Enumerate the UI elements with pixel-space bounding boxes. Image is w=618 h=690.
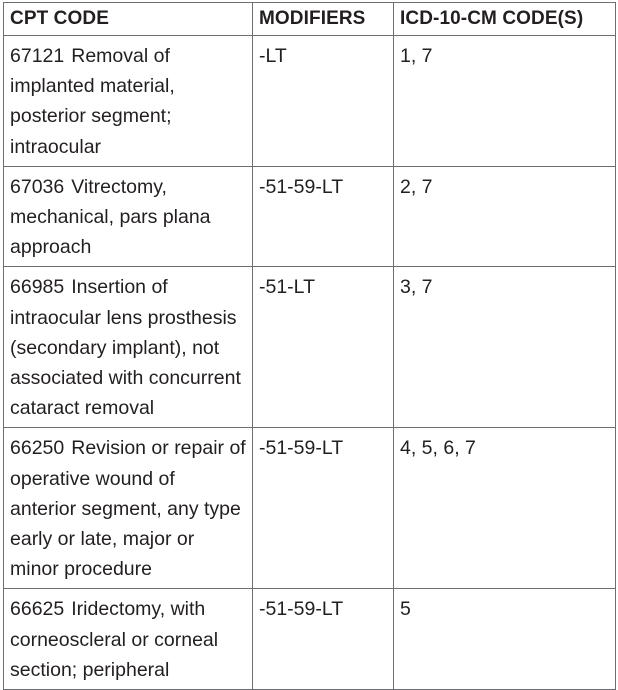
cpt-cell <box>4 428 253 589</box>
table-row <box>4 589 616 690</box>
cpt-cell <box>4 267 253 428</box>
table-row <box>4 267 616 428</box>
modifiers-cell: -LT <box>253 36 394 167</box>
modifiers-cell: -51-59-LT <box>253 589 394 690</box>
icd-cell: 4, 5, 6, 7 <box>394 428 616 589</box>
icd-cell: 2, 7 <box>394 166 616 267</box>
header-icd-codes: ICD-10-CM CODE(S) <box>394 3 616 36</box>
modifiers-cell: -51-59-LT <box>253 428 394 589</box>
cpt-cell <box>4 589 253 690</box>
modifiers-cell: -51-LT <box>253 267 394 428</box>
cpt-code: 66625 <box>10 598 65 621</box>
icd-cell: 3, 7 <box>394 267 616 428</box>
cpt-code: 67121 <box>10 45 65 67</box>
modifiers-cell: -51-59-LT <box>253 166 394 267</box>
table-row <box>4 428 616 589</box>
header-row <box>4 3 616 36</box>
icd-cell: 1, 7 <box>394 36 616 167</box>
cpt-cell <box>4 166 253 267</box>
cpt-code: 67036 <box>10 175 65 198</box>
cpt-description: Removal of implanted material, posterior segment; intraocular <box>10 45 175 158</box>
cpt-description: Revision or repair of operative wound of anterior segment, any type early or late, major or minor procedure <box>10 437 246 581</box>
cpt-description: Iridectomy, with corneoscleral or corneal section; peripheral <box>10 598 219 681</box>
cpt-description: Vitrectomy, mechanical, pars plana approach <box>10 175 211 259</box>
icd-cell: 5 <box>394 589 616 690</box>
header-modifiers: MODIFIERS <box>253 3 394 36</box>
cpt-code: 66250 <box>10 437 65 460</box>
cpt-cell <box>4 36 253 167</box>
cpt-code: 66985 <box>10 276 65 299</box>
cpt-description: Insertion of intraocular lens prosthesis (secondary implant), not associated with concurrent cataract removal <box>10 276 241 420</box>
coding-table <box>3 2 616 690</box>
header-cpt-code: CPT CODE <box>4 3 253 36</box>
table-row <box>4 166 616 267</box>
table-row <box>4 36 616 167</box>
